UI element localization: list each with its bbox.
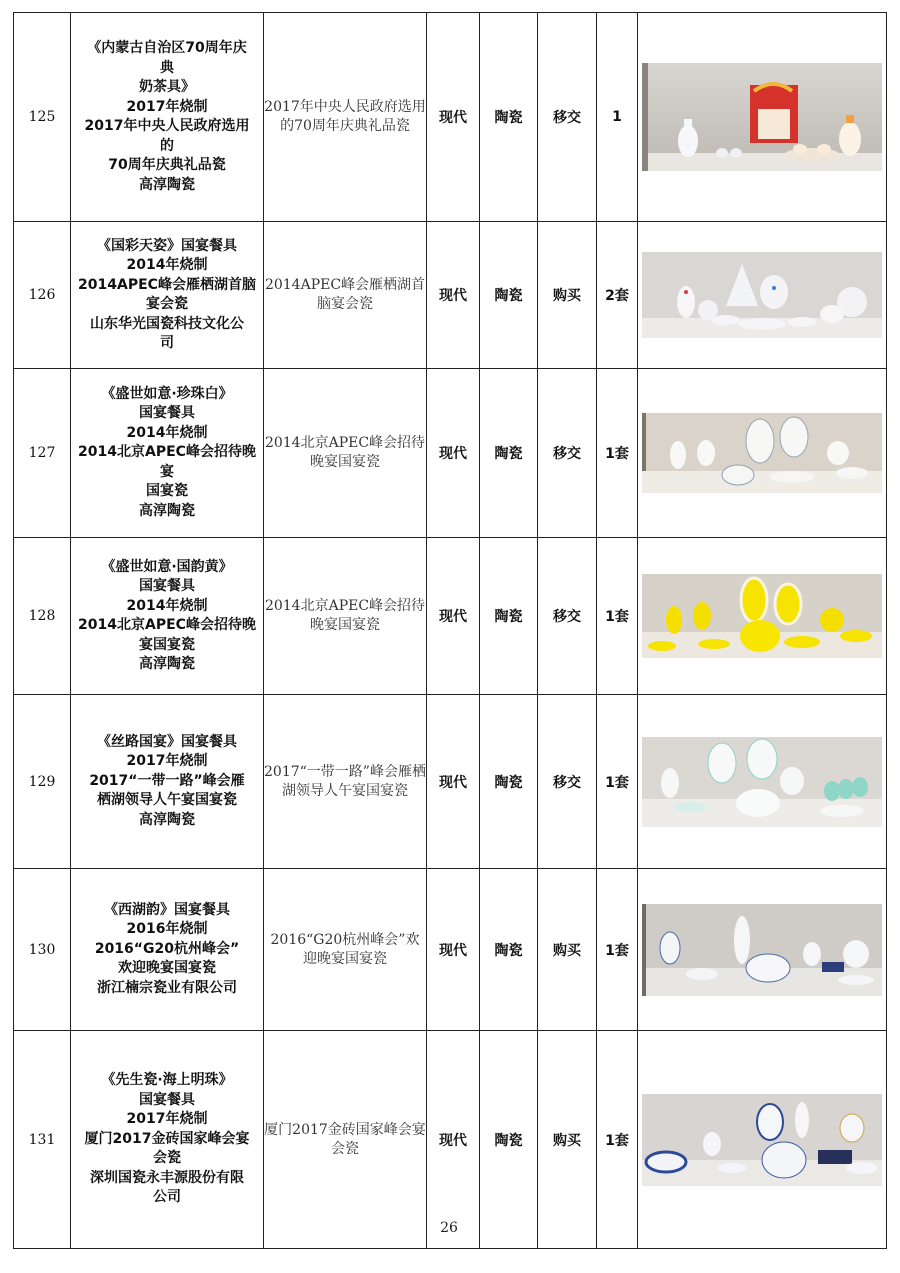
page-number: 26 bbox=[440, 1220, 458, 1236]
table-row bbox=[14, 869, 887, 1031]
item-name: 《西湖韵》国宴餐具 2016年烧制 2016“G20杭州峰会” 欢迎晚宴国宴瓷 浙江楠宗瓷业有限公司 bbox=[71, 869, 264, 1031]
item-quantity: 1套 bbox=[597, 695, 638, 869]
item-quantity: 1套 bbox=[597, 369, 638, 538]
item-era: 现代 bbox=[427, 13, 480, 222]
photo-125 bbox=[642, 63, 882, 171]
item-number: 126 bbox=[14, 222, 71, 369]
item-quantity: 1套 bbox=[597, 1031, 638, 1249]
item-era: 现代 bbox=[427, 869, 480, 1031]
item-acquisition: 移交 bbox=[538, 369, 597, 538]
table-row bbox=[14, 1031, 887, 1249]
item-photo-cell bbox=[638, 1031, 887, 1249]
item-acquisition: 移交 bbox=[538, 695, 597, 869]
item-photo-cell bbox=[638, 13, 887, 222]
table-row bbox=[14, 369, 887, 538]
item-era: 现代 bbox=[427, 538, 480, 695]
item-description: 2014北京APEC峰会招待晚宴国宴瓷 bbox=[264, 538, 427, 695]
item-category: 陶瓷 bbox=[480, 13, 538, 222]
item-era: 现代 bbox=[427, 369, 480, 538]
item-description: 2014APEC峰会雁栖湖首脑宴会瓷 bbox=[264, 222, 427, 369]
photo-127 bbox=[642, 413, 882, 493]
item-era: 现代 bbox=[427, 695, 480, 869]
item-acquisition: 移交 bbox=[538, 538, 597, 695]
table-row bbox=[14, 222, 887, 369]
item-quantity: 1 bbox=[597, 13, 638, 222]
photo-129 bbox=[642, 737, 882, 827]
item-era: 现代 bbox=[427, 1031, 480, 1249]
item-acquisition: 购买 bbox=[538, 1031, 597, 1249]
item-description: 2014北京APEC峰会招待晚宴国宴瓷 bbox=[264, 369, 427, 538]
item-acquisition: 购买 bbox=[538, 222, 597, 369]
item-photo-cell bbox=[638, 369, 887, 538]
item-quantity: 1套 bbox=[597, 869, 638, 1031]
item-description: 2017“一带一路”峰会雁栖湖领导人午宴国宴瓷 bbox=[264, 695, 427, 869]
photo-126 bbox=[642, 252, 882, 338]
item-number: 131 bbox=[14, 1031, 71, 1249]
item-name: 《国彩天姿》国宴餐具 2014年烧制 2014APEC峰会雁栖湖首脑 宴会瓷 山东华光国瓷科技文化公 司 bbox=[71, 222, 264, 369]
item-description: 2016“G20杭州峰会”欢迎晚宴国宴瓷 bbox=[264, 869, 427, 1031]
item-description: 厦门2017金砖国家峰会宴会瓷 bbox=[264, 1031, 427, 1249]
item-category: 陶瓷 bbox=[480, 869, 538, 1031]
item-photo-cell bbox=[638, 222, 887, 369]
item-photo-cell bbox=[638, 538, 887, 695]
item-name: 《盛世如意·珍珠白》 国宴餐具 2014年烧制 2014北京APEC峰会招待晚 宴 国宴瓷 高淳陶瓷 bbox=[71, 369, 264, 538]
item-quantity: 2套 bbox=[597, 222, 638, 369]
item-category: 陶瓷 bbox=[480, 369, 538, 538]
item-category: 陶瓷 bbox=[480, 222, 538, 369]
item-photo-cell bbox=[638, 869, 887, 1031]
table-row bbox=[14, 13, 887, 222]
item-name: 《先生瓷·海上明珠》 国宴餐具 2017年烧制 厦门2017金砖国家峰会宴 会瓷 深圳国瓷永丰源股份有限 公司 bbox=[71, 1031, 264, 1249]
catalog-table bbox=[13, 12, 887, 1249]
item-category: 陶瓷 bbox=[480, 538, 538, 695]
item-number: 129 bbox=[14, 695, 71, 869]
photo-130 bbox=[642, 904, 882, 996]
table-row bbox=[14, 538, 887, 695]
item-description: 2017年中央人民政府选用的70周年庆典礼品瓷 bbox=[264, 13, 427, 222]
item-name: 《内蒙古自治区70周年庆 典 奶茶具》 2017年烧制 2017年中央人民政府选用 的 70周年庆典礼品瓷 高淳陶瓷 bbox=[71, 13, 264, 222]
photo-128 bbox=[642, 574, 882, 658]
item-acquisition: 移交 bbox=[538, 13, 597, 222]
item-category: 陶瓷 bbox=[480, 695, 538, 869]
item-number: 130 bbox=[14, 869, 71, 1031]
item-quantity: 1套 bbox=[597, 538, 638, 695]
item-number: 128 bbox=[14, 538, 71, 695]
item-era: 现代 bbox=[427, 222, 480, 369]
item-number: 125 bbox=[14, 13, 71, 222]
table-row bbox=[14, 695, 887, 869]
item-category: 陶瓷 bbox=[480, 1031, 538, 1249]
item-acquisition: 购买 bbox=[538, 869, 597, 1031]
item-number: 127 bbox=[14, 369, 71, 538]
item-photo-cell bbox=[638, 695, 887, 869]
item-name: 《盛世如意·国韵黄》 国宴餐具 2014年烧制 2014北京APEC峰会招待晚 宴国宴瓷 高淳陶瓷 bbox=[71, 538, 264, 695]
photo-131 bbox=[642, 1094, 882, 1186]
item-name: 《丝路国宴》国宴餐具 2017年烧制 2017“一带一路”峰会雁 栖湖领导人午宴国宴瓷 高淳陶瓷 bbox=[71, 695, 264, 869]
